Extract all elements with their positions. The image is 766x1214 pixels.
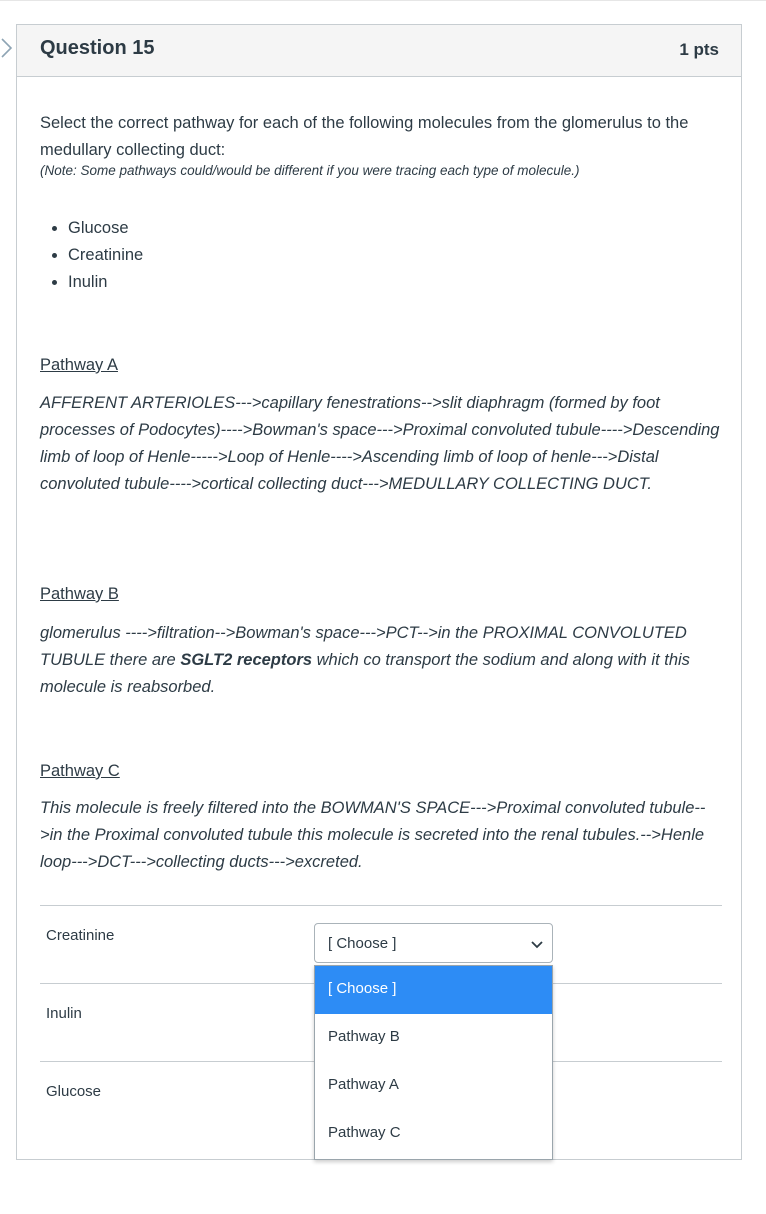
chevron-right-icon[interactable] (0, 36, 14, 60)
creatinine-pathway-select[interactable] (314, 923, 553, 963)
option-pathway-b[interactable] (315, 1014, 552, 1062)
pathway-b-text-start: glomerulus ---->filtration-->Bowman's space--->PCT-->in the PROXIMAL CONVOLUTED TUBULE there are (40, 624, 687, 669)
option-pathway-c[interactable] (315, 1110, 552, 1158)
pathway-b-text-end: which co transport the sodium and along with it this molecule is reabsorbed. (40, 651, 690, 696)
answer-label-creatinine: Creatinine (46, 927, 115, 944)
chevron-down-icon (530, 937, 544, 951)
top-divider (0, 0, 766, 1)
select-value: [ Choose ] (328, 935, 397, 952)
question-points: 1 pts (679, 40, 719, 59)
pathway-c-text: This molecule is freely filtered into the BOWMAN'S SPACE--->Proximal convoluted tubule-->in the Proximal convoluted tubule this molecule is secreted into the renal tubules.-->Henle loop--->DCT--->collecting ducts--->excreted. (40, 799, 706, 871)
question-card (16, 24, 742, 1160)
question-intro: Select the correct pathway for each of the following molecules from the glomerulus to the medullary collecting duct: (40, 114, 689, 159)
answer-row-divider (40, 905, 722, 906)
option-label: Pathway A (328, 1076, 399, 1093)
option-label: [ Choose ] (328, 980, 397, 997)
pathway-a-heading: Pathway A (40, 356, 118, 374)
option-choose[interactable] (315, 966, 552, 1014)
option-pathway-a[interactable] (315, 1062, 552, 1110)
pathway-options-list (314, 965, 553, 1160)
list-item: • Creatinine (68, 242, 722, 269)
molecule-list (40, 215, 722, 296)
answer-label-inulin: Inulin (46, 1005, 82, 1022)
question-note: (Note: Some pathways could/would be different if you were tracing each type of molecule.) (40, 163, 580, 178)
pathway-b-text (40, 620, 722, 701)
list-item: • Inulin (68, 269, 722, 296)
question-header (17, 25, 741, 77)
option-label: Pathway B (328, 1028, 400, 1045)
answer-label-glucose: Glucose (46, 1083, 102, 1100)
pathway-a-text: AFFERENT ARTERIOLES--->capillary fenestrations-->slit diaphragm (formed by foot processes of Podocytes)---->Bowman's space--->Proximal convoluted tubule---->Descending limb of loop of Henle----->Loop of Henle---->Ascending limb of loop of henle--->Distal convoluted tubule---->cortical collecting duct--->MEDULLARY COLLECTING DUCT. (40, 394, 720, 493)
pathway-b-heading: Pathway B (40, 585, 119, 603)
list-item: • Glucose (68, 215, 722, 242)
pathway-c-heading: Pathway C (40, 762, 120, 780)
option-label: Pathway C (328, 1124, 401, 1141)
question-title: Question 15 (40, 37, 155, 59)
pathway-b-text-bold: SGLT2 receptors (180, 651, 313, 669)
